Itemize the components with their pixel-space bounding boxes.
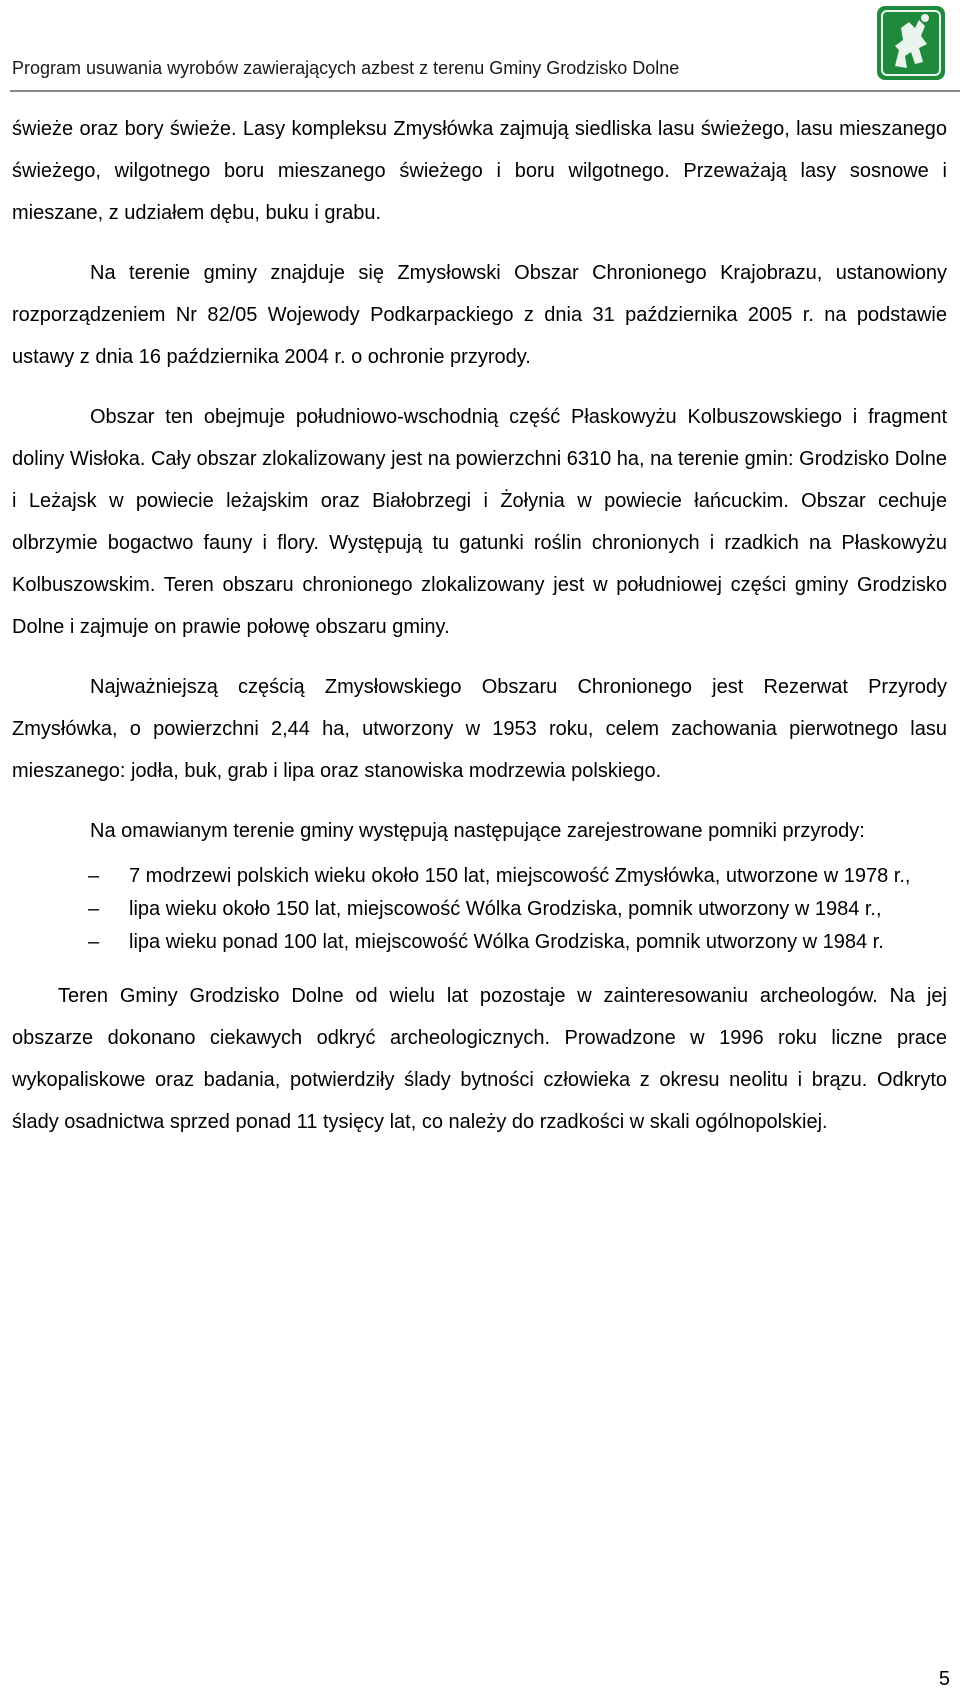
page-header [10,0,960,92]
dash-bullet: – [88,865,100,887]
monuments-list [12,860,947,959]
paragraph-area-description: Obszar ten obejmuje południowo-wschodnią część Płaskowyżu Kolbuszowskiego i fragment doliny Wisłoka. Cały obszar zlokalizowany jest na powierzchni 6310 ha, na terenie gmin: Grodzisko Dolne i Leżajsk w powiecie leżajskim oraz Białobrzegi i Żołynia w powiecie łańcuckim. Obszar cechuje olbrzymie bogactwo fauny i flory. Występują tu gatunki roślin chronionych i rzadkich na Płaskowyżu Kolbuszowskim. Teren obszaru chronionego zlokalizowany jest w południowej części gminy Grodzisko Dolne i zajmuje on prawie połowę obszaru gminy. [12,406,947,638]
list-item: – 7 modrzewi polskich wieku około 150 lat, miejscowość Zmysłówka, utworzone w 1978 r., [12,860,947,893]
dash-bullet: – [88,898,100,920]
paragraph-archaeology: Teren Gminy Grodzisko Dolne od wielu lat pozostaje w zainteresowaniu archeologów. Na jej obszarze dokonano ciekawych odkryć archeologicznych. Prowadzone w 1996 roku liczne prace wykopaliskowe oraz badania, potwierdziły ślady bytności człowieka z okresu neolitu i brązu. Odkryto ślady osadnictwa sprzed ponad 11 tysięcy lat, co należy do rzadkości w skali ogólnopolskiej. [12,985,947,1133]
list-item: – lipa wieku około 150 lat, miejscowość Wólka Grodziska, pomnik utworzony w 1984 r., [12,893,947,926]
list-item: – lipa wieku ponad 100 lat, miejscowość Wólka Grodziska, pomnik utworzony w 1984 r. [12,926,947,959]
paragraph-nature-reserve: Najważniejszą częścią Zmysłowskiego Obszaru Chronionego jest Rezerwat Przyrody Zmysłówka, o powierzchni 2,44 ha, utworzony w 1953 roku, celem zachowania pierwotnego lasu mieszanego: jodła, buk, grab i lipa oraz stanowiska modrzewia polskiego. [12,676,947,782]
document-body [12,108,947,1143]
paragraph-forests: świeże oraz bory świeże. Lasy kompleksu Zmysłówka zajmują siedliska lasu świeżego, lasu mieszanego świeżego, wilgotnego boru mieszanego świeżego i boru wilgotnego. Przeważają lasy sosnowe i mieszane, z udziałem dębu, buku i grabu. [12,118,947,224]
dash-bullet: – [88,931,100,953]
paragraph-monuments-intro: Na omawianym terenie gminy występują następujące zarejestrowane pomniki przyrody: [90,820,865,842]
gmina-logo-icon [875,4,947,82]
page-number: 5 [938,1668,950,1690]
paragraph-protected-area: Na terenie gminy znajduje się Zmysłowski Obszar Chronionego Krajobrazu, ustanowiony rozporządzeniem Nr 82/05 Wojewody Podkarpackiego z dnia 31 października 2005 r. na podstawie ustawy z dnia 16 października 2004 r. o ochronie przyrody. [12,262,947,368]
header-title: Program usuwania wyrobów zawierających azbest z terenu Gminy Grodzisko Dolne [12,58,680,78]
